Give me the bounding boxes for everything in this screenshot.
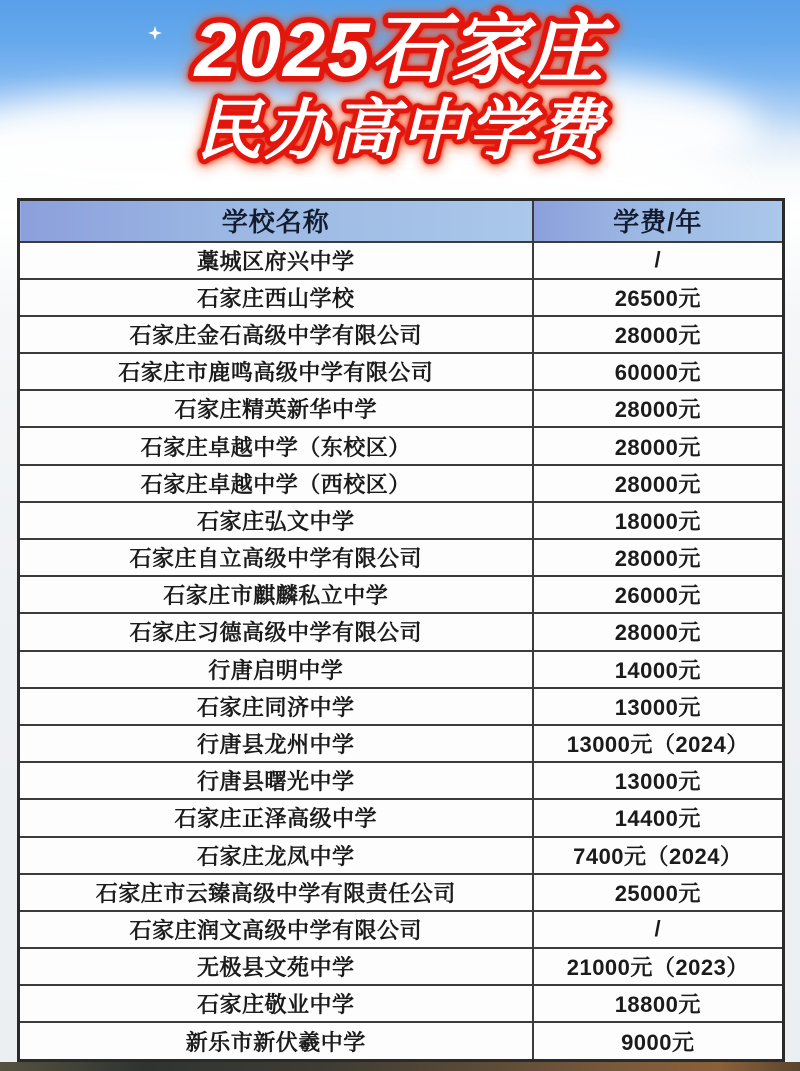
school-name-cell: 石家庄润文高级中学有限公司	[19, 911, 533, 948]
school-name-cell: 藁城区府兴中学	[19, 242, 533, 279]
table-row	[19, 688, 784, 725]
table-row	[19, 427, 784, 464]
fee-table-container	[17, 198, 785, 1062]
fee-cell: 14400元	[533, 799, 784, 836]
fee-cell: 18800元	[533, 985, 784, 1022]
school-name-cell: 行唐县龙州中学	[19, 725, 533, 762]
table-row	[19, 502, 784, 539]
school-name-cell: 石家庄弘文中学	[19, 502, 533, 539]
table-row	[19, 1022, 784, 1060]
fee-cell: /	[533, 242, 784, 279]
table-row	[19, 465, 784, 502]
table-row	[19, 613, 784, 650]
fee-cell: 18000元	[533, 502, 784, 539]
school-name-cell: 石家庄市云臻高级中学有限责任公司	[19, 874, 533, 911]
school-name-cell: 行唐县曙光中学	[19, 762, 533, 799]
school-name-cell: 石家庄市鹿鸣高级中学有限公司	[19, 353, 533, 390]
fee-cell: 7400元（2024）	[533, 837, 784, 874]
table-row	[19, 651, 784, 688]
school-name-cell: 石家庄正泽高级中学	[19, 799, 533, 836]
fee-cell: 13000元	[533, 762, 784, 799]
page-title	[0, 0, 800, 196]
table-header-row	[19, 200, 784, 242]
header-fee-per-year: 学费/年	[533, 200, 784, 242]
table-row	[19, 799, 784, 836]
fee-cell: 28000元	[533, 390, 784, 427]
school-name-cell: 石家庄同济中学	[19, 688, 533, 725]
school-name-cell: 石家庄龙凤中学	[19, 837, 533, 874]
table-row	[19, 874, 784, 911]
school-name-cell: 无极县文苑中学	[19, 948, 533, 985]
school-name-cell: 石家庄卓越中学（西校区）	[19, 465, 533, 502]
school-name-cell: 石家庄西山学校	[19, 279, 533, 316]
fee-cell: 21000元（2023）	[533, 948, 784, 985]
table-row	[19, 390, 784, 427]
school-name-cell: 新乐市新伏羲中学	[19, 1022, 533, 1060]
table-row	[19, 911, 784, 948]
table-row	[19, 576, 784, 613]
school-name-cell: 石家庄习德高级中学有限公司	[19, 613, 533, 650]
table-row	[19, 279, 784, 316]
table-row	[19, 316, 784, 353]
fee-table	[17, 198, 785, 1062]
fee-cell: 28000元	[533, 539, 784, 576]
fee-cell: 13000元	[533, 688, 784, 725]
fee-cell: 60000元	[533, 353, 784, 390]
fee-cell: 13000元（2024）	[533, 725, 784, 762]
school-name-cell: 石家庄自立高级中学有限公司	[19, 539, 533, 576]
school-name-cell: 石家庄精英新华中学	[19, 390, 533, 427]
bottom-edge-strip	[0, 1062, 800, 1071]
fee-cell: 26500元	[533, 279, 784, 316]
school-name-cell: 石家庄金石高级中学有限公司	[19, 316, 533, 353]
fee-cell: 28000元	[533, 316, 784, 353]
table-row	[19, 539, 784, 576]
table-row	[19, 725, 784, 762]
school-name-cell: 石家庄敬业中学	[19, 985, 533, 1022]
school-name-cell: 石家庄卓越中学（东校区）	[19, 427, 533, 464]
title-line1: 2025石家庄	[194, 8, 606, 93]
school-name-cell: 石家庄市麒麟私立中学	[19, 576, 533, 613]
fee-cell: 14000元	[533, 651, 784, 688]
fee-table-body	[19, 242, 784, 1061]
fee-cell: 9000元	[533, 1022, 784, 1060]
table-row	[19, 985, 784, 1022]
fee-cell: 28000元	[533, 427, 784, 464]
fee-cell: 28000元	[533, 465, 784, 502]
fee-cell: 25000元	[533, 874, 784, 911]
table-row	[19, 242, 784, 279]
fee-cell: /	[533, 911, 784, 948]
fee-cell: 26000元	[533, 576, 784, 613]
table-row	[19, 353, 784, 390]
title-line2: 民办高中学费	[196, 93, 604, 167]
school-name-cell: 行唐启明中学	[19, 651, 533, 688]
table-row	[19, 762, 784, 799]
table-row	[19, 837, 784, 874]
table-row	[19, 948, 784, 985]
header-school-name: 学校名称	[19, 200, 533, 242]
fee-cell: 28000元	[533, 613, 784, 650]
